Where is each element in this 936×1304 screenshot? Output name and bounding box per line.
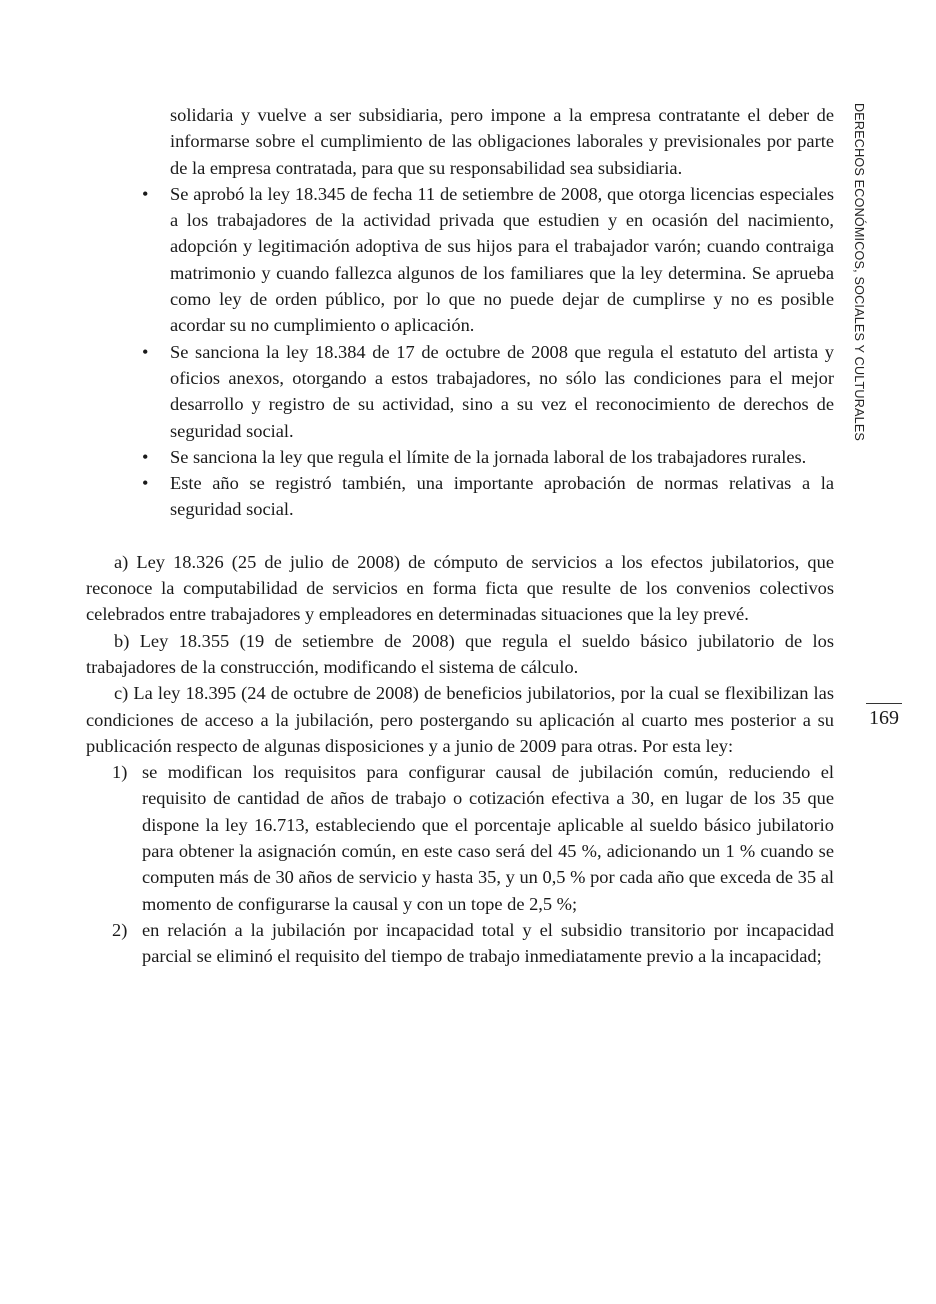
bullet-text: Se sanciona la ley 18.384 de 17 de octubre de 2008 que regula el estatuto del artista y oficios anexos, otorgando a estos trabajadores, no sólo las condiciones para el mejor desarrollo y registro de su actividad, sino a su vez el reconocimiento de derechos de seguridad social. [170, 341, 834, 441]
paragraph-a: a) Ley 18.326 (25 de julio de 2008) de cómputo de servicios a los efectos jubilatorios, que reconoce la computabilidad de servicios en forma ficta que resulte de los convenios colectivos celebrados entre trabajadores y empleadores en determinadas situaciones que la ley prevé. [86, 551, 834, 625]
running-header-text: DERECHOS ECONÓMICOS, SOCIALES Y CULTURALES [852, 103, 866, 442]
bullet-item [86, 470, 834, 523]
running-header [852, 103, 878, 442]
numbered-list [86, 759, 834, 969]
item-text: se modifican los requisitos para configurar causal de jubilación común, reduciendo el requisito de cantidad de años de trabajo o cotización efectiva a 30, en lugar de los 35 que dispone la ley 16.713, estableciendo que el porcentaje aplicable al sueldo básico jubilatorio para obtener la asignación común, en este caso será del 45 %, adicionando un 1 % cuando se computen más de 30 años de servicio y hasta 35, y un 0,5 % por cada año que exceda de 35 al momento de configurarse la causal y con un tope de 2,5 %; [142, 762, 834, 914]
page-number-rule [866, 703, 902, 704]
item-text: en relación a la jubilación por incapacidad total y el subsidio transitorio por incapacidad parcial se eliminó el requisito del tiempo de trabajo inmediatamente previo a la incapacidad; [142, 919, 834, 967]
section-gap [86, 523, 834, 549]
page-number: 169 [869, 707, 899, 729]
bullet-text: Se aprobó la ley 18.345 de fecha 11 de setiembre de 2008, que otorga licencias especiales a los trabajadores de la actividad privada que estudien y en ocasión del nacimiento, adopción y legitimación adoptiva de sus hijos para el trabajador varón; cuando contraiga matrimonio y cuando fallezca algunos de los familiares que la ley determina. Se aprueba como ley de orden público, por lo que no puede dejar de cumplirse y no es posible acordar su no cumplimiento o aplicación. [170, 183, 834, 336]
bullet-list [86, 181, 834, 523]
body-text [86, 102, 834, 970]
numbered-item [86, 759, 834, 917]
item-number: 1) [112, 762, 128, 783]
bullet-item [86, 339, 834, 444]
numbered-item [86, 917, 834, 970]
bullet-marker: • [142, 183, 149, 204]
item-number: 2) [112, 919, 128, 940]
bullet-text: Este año se registró también, una importante aprobación de normas relativas a la seguridad social. [170, 473, 834, 520]
paragraph-c: c) La ley 18.395 (24 de octubre de 2008) de beneficios jubilatorios, por la cual se flexibilizan las condiciones de acceso a la jubilación, pero postergando su aplicación al cuarto mes posterior a su publicación respecto de algunas disposiciones y a junio de 2009 para otras. Por esta ley: [86, 683, 834, 756]
continuation-paragraph: solidaria y vuelve a ser subsidiaria, pero impone a la empresa contratante el deber de informarse sobre el cumplimiento de las obligaciones laborales y previsionales por parte de la empresa contratada, para que su responsabilidad sea subsidiaria. [170, 105, 834, 178]
paragraph-b: b) Ley 18.355 (19 de setiembre de 2008) que regula el sueldo básico jubilatorio de los trabajadores de la construcción, modificando el sistema de cálculo. [86, 630, 834, 677]
bullet-marker: • [142, 446, 149, 467]
bullet-marker: • [142, 473, 149, 494]
bullet-text: Se sanciona la ley que regula el límite de la jornada laboral de los trabajadores rurales. [170, 446, 807, 467]
bullet-item [86, 444, 834, 470]
bullet-marker: • [142, 341, 149, 362]
bullet-item [86, 181, 834, 339]
